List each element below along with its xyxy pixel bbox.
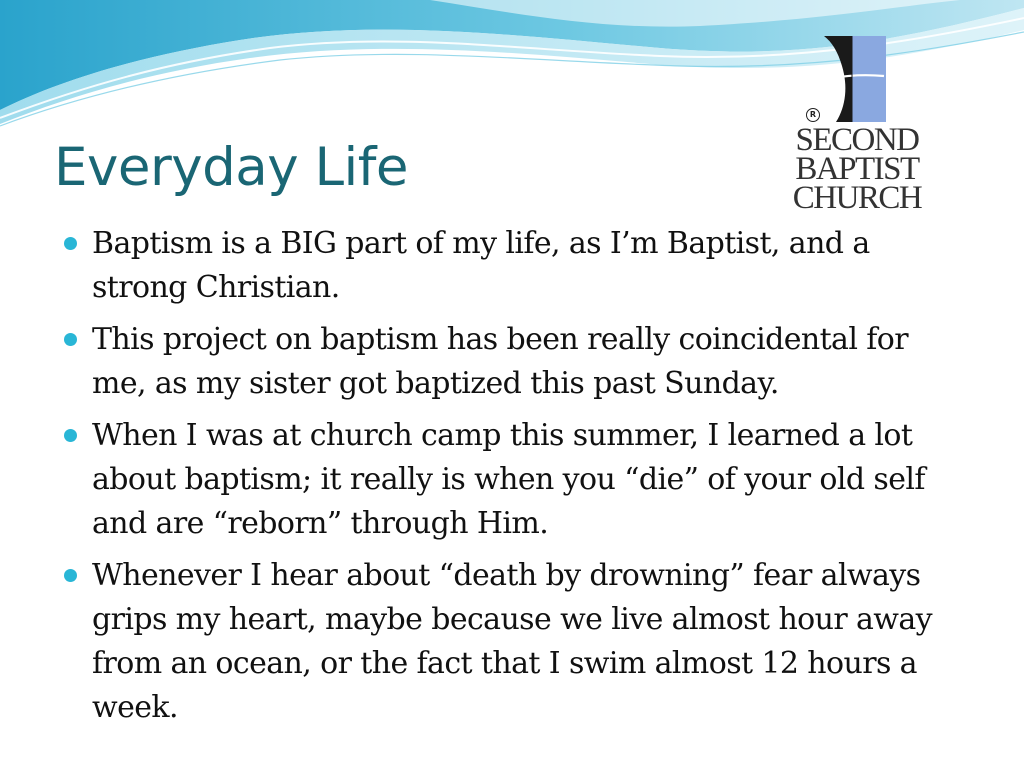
logo-wordmark bbox=[774, 122, 940, 216]
bullet-item bbox=[62, 414, 942, 546]
second-baptist-church-logo bbox=[770, 34, 940, 224]
logo-line-baptist: BAPTIST bbox=[795, 151, 919, 187]
bullet-dot-icon bbox=[64, 237, 77, 250]
bullet-text: This project on baptism has been really coincidental for me, as my sister got baptized this past Sunday. bbox=[92, 322, 908, 401]
bullet-item bbox=[62, 318, 942, 406]
slide-title: Everyday Life bbox=[54, 137, 408, 198]
logo-line-church: CHURCH bbox=[792, 180, 922, 216]
bullet-dot-icon bbox=[64, 569, 77, 582]
bullet-item bbox=[62, 222, 942, 310]
bullet-dot-icon bbox=[64, 429, 77, 442]
bullet-list bbox=[62, 222, 942, 738]
bullet-item bbox=[62, 554, 942, 730]
bullet-text: Whenever I hear about “death by drowning” fear always grips my heart, maybe because we live almost hour away from an ocean, or the fact that I swim almost 12 hours a week. bbox=[92, 558, 933, 725]
logo-line-second: SECOND bbox=[795, 122, 919, 158]
cross-emblem-icon bbox=[822, 36, 886, 128]
bullet-dot-icon bbox=[64, 333, 77, 346]
bullet-text: Baptism is a BIG part of my life, as I’m Baptist, and a strong Christian. bbox=[92, 226, 870, 305]
bullet-text: When I was at church camp this summer, I learned a lot about baptism; it really is when you “die” of your old self and are “reborn” through Him. bbox=[92, 418, 925, 541]
registered-mark: R bbox=[806, 108, 820, 122]
